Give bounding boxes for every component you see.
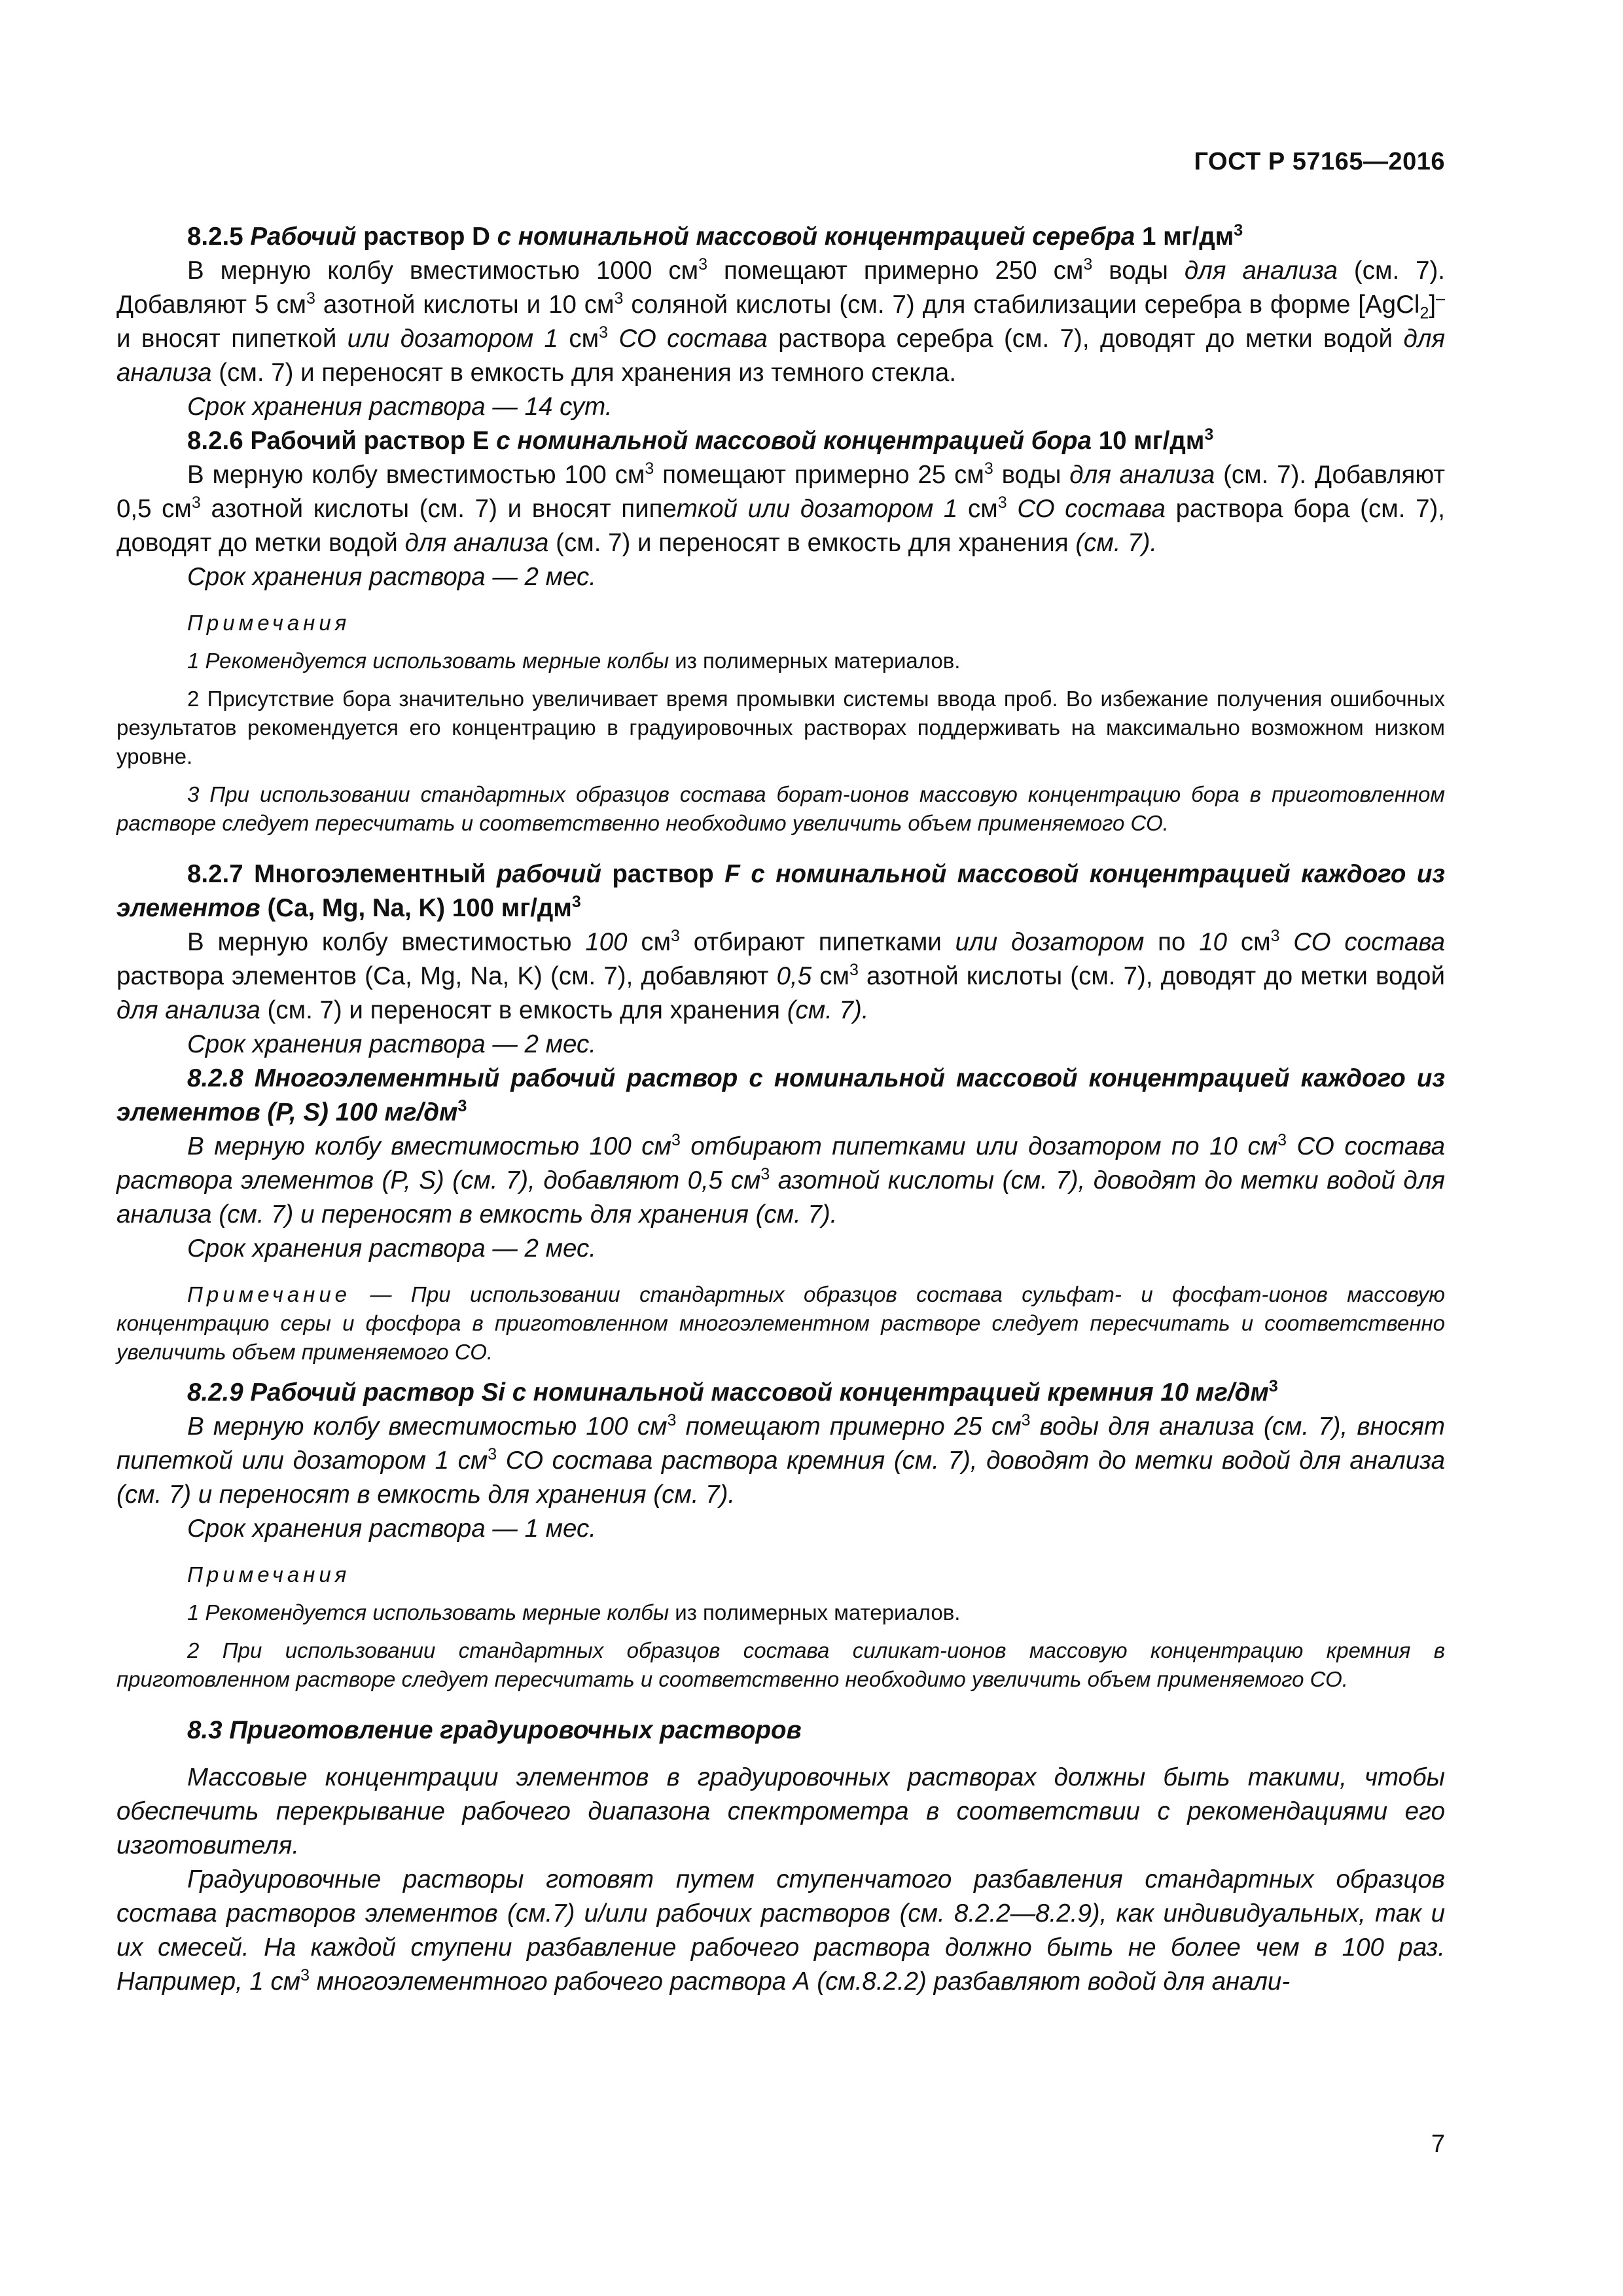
page-number: 7 [1431, 2130, 1445, 2158]
note-1-b: 1 Рекомендуется использовать мерные колбы из полимерных материалов. [187, 1600, 961, 1624]
paragraph-8-3-2: Градуировочные растворы готовят путем ступенчатого разбавления стандартных образцов состава растворов элементов (см.7) и/или рабочих растворов (см. 8.2.2—8.2.9), как индивидуальных, так и их смесей. На каждой ступени разбавление рабочего раствора должно быть не более чем в 100 раз. Например, 1 $см^3$ многоэлементного рабочего раствора А (см.8.2.2) разбавляют водой для анали- [116, 1865, 1445, 1996]
note-sulfate-phosphate: Примечание — При использовании стандартных образцов состава сульфат- и фосфат-ионов массовую концентрацию серы и фосфора в приготовленном многоэлементном растворе следует пересчитать и соответственно увеличить объем применяемого СО. [116, 1282, 1445, 1364]
section-heading-8-2-5: 8.2.5 Рабочий раствор D с номинальной массовой концентрацией серебра 1 $мг/дм^3$ [187, 221, 1243, 251]
paragraph-8-2-9: В мерную колбу вместимостью 100 $см^3$ помещают примерно 25 $см^3$ воды для анализа (см. 7), вносят пипеткой или дозатором 1 $см^3$ СО состава раствора кремния (см. 7), доводят до метки водой для анализа (см. 7) и переносят в емкость для хранения (см. 7). [116, 1411, 1445, 1509]
paragraph-8-2-7: В мерную колбу вместимостью 100 $см^3$ отбирают пипетками или дозатором по 10 $см^3$ СО состава раствора элементов (Ca, Mg, Na, K) (см. 7), добавляют 0,5 $см^3$ азотной кислоты (см. 7), доводят до метки водой для анализа (см. 7) и переносят в емкость для хранения (см. 7). [116, 927, 1446, 1024]
storage-period-8-2-6: Срок хранения раствора — 2 мес. [187, 563, 596, 591]
note-1: 1 Рекомендуется использовать мерные колбы из полимерных материалов. [187, 649, 961, 673]
section-heading-8-2-8: 8.2.8 Многоэлементный рабочий раствор с номинальной массовой концентрацией каждого из элементов (P, S) 100 $мг/дм^3$ [116, 1064, 1445, 1126]
section-heading-8-3: 8.3 Приготовление градуировочных растворов [187, 1716, 802, 1744]
note-2: 2 Присутствие бора значительно увеличивает время промывки системы ввода проб. Во избежание получения ошибочных результатов рекомендуется его концентрацию в градуировочных растворах поддерживать на максимально возможном низком уровне. [116, 687, 1445, 768]
paragraph-8-2-8: В мерную колбу вместимостью 100 $см^3$ отбирают пипетками или дозатором по 10 $см^3$ СО состава раствора элементов (P, S) (см. 7), добавляют 0,5 $см^3$ азотной кислоты (см. 7), доводят до метки водой для анализа (см. 7) и переносят в емкость для хранения (см. 7). [116, 1131, 1445, 1229]
storage-period-8-2-9: Срок хранения раствора — 1 мес. [187, 1515, 596, 1543]
storage-period-8-2-7: Срок хранения раствора — 2 мес. [187, 1030, 596, 1058]
document-body [116, 220, 1445, 1999]
note-2-b: 2 При использовании стандартных образцов состава силикат-ионов массовую концентрацию кремния в приготовленном растворе следует пересчитать и соответственно необходимо увеличить объем применяемого СО. [116, 1638, 1445, 1691]
section-heading-8-2-9: 8.2.9 Рабочий раствор Si с номинальной массовой концентрацией кремния 10 $мг/дм^3$ [187, 1377, 1278, 1407]
storage-period-8-2-5: Срок хранения раствора — 14 сут. [187, 393, 613, 421]
document-header: ГОСТ Р 57165—2016 [1194, 148, 1445, 175]
paragraph-8-2-5: В мерную колбу вместимостью 1000 $см^3$ помещают примерно 250 $см^3$ воды для анализа (см. 7). Добавляют 5 $см^3$ азотной кислоты и 10 $см^3$ соляной кислоты (см. 7) для стабилизации серебра в форме [AgCl$_2$]– и вносят пипеткой или дозатором 1 $см^3$ СО состава раствора серебра (см. 7), доводят до метки водой для анализа (см. 7) и переносят в емкость для хранения из темного стекла. [116, 255, 1446, 387]
storage-period-8-2-8: Срок хранения раствора — 2 мес. [187, 1234, 596, 1263]
note-3: 3 При использовании стандартных образцов состава борат-ионов массовую концентрацию бора в приготовленном растворе следует пересчитать и соответственно необходимо увеличить объем применяемого СО. [116, 782, 1445, 835]
notes-title: Примечания [187, 611, 351, 635]
section-heading-8-2-6: 8.2.6 Рабочий раствор Е с номинальной массовой концентрацией бора 10 $мг/дм^3$ [187, 425, 1214, 455]
paragraph-8-2-6: В мерную колбу вместимостью 100 $см^3$ помещают примерно 25 $см^3$ воды для анализа (см. 7). Добавляют 0,5 $см^3$ азотной кислоты (см. 7) и вносят пипеткой или дозатором 1 $см^3$ СО состава раствора бора (см. 7), доводят до метки водой для анализа (см. 7) и переносят в емкость для хранения (см. 7). [116, 459, 1446, 557]
paragraph-8-3-1: Массовые концентрации элементов в градуировочных растворах должны быть такими, чтобы обеспечить перекрывание рабочего диапазона спектрометра в соответствии с рекомендациями его изготовителя. [116, 1763, 1445, 1859]
notes-title-2: Примечания [187, 1562, 351, 1587]
section-heading-8-2-7: 8.2.7 Многоэлементный рабочий раствор F с номинальной массовой концентрацией каждого из элементов (Ca, Mg, Na, K) 100 $мг/дм^3$ [116, 860, 1445, 922]
